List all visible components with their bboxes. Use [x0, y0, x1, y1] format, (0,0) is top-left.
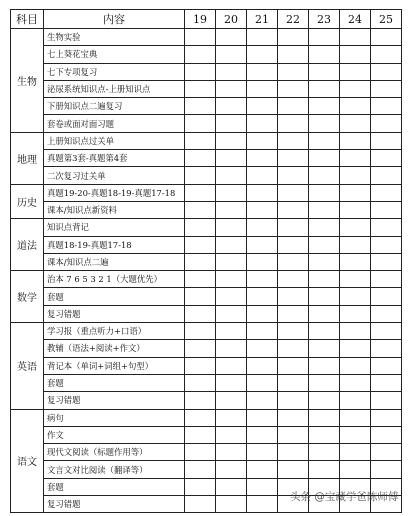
table-row [11, 63, 402, 80]
day-check-cell[interactable] [185, 167, 216, 184]
day-check-cell[interactable] [216, 288, 247, 305]
table-row [11, 357, 402, 374]
day-check-cell[interactable] [247, 288, 278, 305]
task-item: 文言文对比阅读（翻译等） [44, 461, 185, 478]
day-check-cell[interactable] [340, 323, 371, 340]
day-check-cell[interactable] [185, 201, 216, 218]
table-row [11, 184, 402, 201]
day-check-cell[interactable] [278, 150, 309, 167]
task-item: 课本/知识点二遍 [44, 253, 185, 270]
day-check-cell[interactable] [216, 63, 247, 80]
day-check-cell[interactable] [340, 201, 371, 218]
day-check-cell[interactable] [216, 253, 247, 270]
day-check-cell[interactable] [371, 288, 402, 305]
day-check-cell[interactable] [309, 98, 340, 115]
day-check-cell[interactable] [185, 46, 216, 63]
day-check-cell[interactable] [309, 132, 340, 149]
day-check-cell[interactable] [371, 444, 402, 461]
table-row [11, 201, 402, 218]
day-check-cell[interactable] [216, 444, 247, 461]
day-check-cell[interactable] [340, 288, 371, 305]
header-day: 24 [340, 10, 371, 29]
day-check-cell[interactable] [371, 340, 402, 357]
day-check-cell[interactable] [185, 444, 216, 461]
day-check-cell[interactable] [247, 150, 278, 167]
day-check-cell[interactable] [216, 132, 247, 149]
day-check-cell[interactable] [247, 201, 278, 218]
day-check-cell[interactable] [247, 374, 278, 391]
day-check-cell[interactable] [340, 150, 371, 167]
day-check-cell[interactable] [309, 63, 340, 80]
day-check-cell[interactable] [278, 219, 309, 236]
day-check-cell[interactable] [278, 409, 309, 426]
day-check-cell[interactable] [309, 201, 340, 218]
task-item: 复习错题 [44, 496, 185, 513]
day-check-cell[interactable] [340, 253, 371, 270]
day-check-cell[interactable] [216, 461, 247, 478]
task-item: 二次复习过关单 [44, 167, 185, 184]
task-item: 治本 7 6 5 3 2 1（大题优先） [44, 271, 185, 288]
day-check-cell[interactable] [216, 150, 247, 167]
task-item: 七下专项复习 [44, 63, 185, 80]
table-row [11, 236, 402, 253]
day-check-cell[interactable] [371, 184, 402, 201]
day-check-cell[interactable] [309, 167, 340, 184]
day-check-cell[interactable] [216, 409, 247, 426]
table-row [11, 150, 402, 167]
task-item: 现代文阅读（标题作用等） [44, 444, 185, 461]
day-check-cell[interactable] [278, 340, 309, 357]
day-check-cell[interactable] [185, 63, 216, 80]
task-item: 套题 [44, 288, 185, 305]
day-check-cell[interactable] [278, 115, 309, 132]
header-day: 19 [185, 10, 216, 29]
day-check-cell[interactable] [247, 29, 278, 46]
task-item: 泌尿系统知识点-上册知识点 [44, 80, 185, 97]
day-check-cell[interactable] [309, 115, 340, 132]
day-check-cell[interactable] [247, 409, 278, 426]
day-check-cell[interactable] [340, 29, 371, 46]
day-check-cell[interactable] [216, 201, 247, 218]
header-day: 21 [247, 10, 278, 29]
table-row [11, 374, 402, 391]
task-item: 套卷或面对面习题 [44, 115, 185, 132]
day-check-cell[interactable] [340, 409, 371, 426]
day-check-cell[interactable] [185, 426, 216, 443]
subject-name: 数学 [11, 271, 44, 323]
day-check-cell[interactable] [309, 271, 340, 288]
day-check-cell[interactable] [247, 478, 278, 495]
table-row [11, 461, 402, 478]
day-check-cell[interactable] [371, 80, 402, 97]
day-check-cell[interactable] [309, 80, 340, 97]
day-check-cell[interactable] [309, 29, 340, 46]
day-check-cell[interactable] [371, 323, 402, 340]
day-check-cell[interactable] [340, 444, 371, 461]
day-check-cell[interactable] [185, 461, 216, 478]
day-check-cell[interactable] [185, 219, 216, 236]
day-check-cell[interactable] [216, 305, 247, 322]
day-check-cell[interactable] [278, 323, 309, 340]
day-check-cell[interactable] [185, 392, 216, 409]
day-check-cell[interactable] [309, 236, 340, 253]
day-check-cell[interactable] [216, 115, 247, 132]
task-item: 真题第3套-真题第4套 [44, 150, 185, 167]
day-check-cell[interactable] [278, 46, 309, 63]
day-check-cell[interactable] [309, 150, 340, 167]
day-check-cell[interactable] [371, 219, 402, 236]
day-check-cell[interactable] [216, 271, 247, 288]
day-check-cell[interactable] [216, 98, 247, 115]
task-item: 学习报（重点听力+口语） [44, 323, 185, 340]
table-row [11, 219, 402, 236]
day-check-cell[interactable] [185, 288, 216, 305]
day-check-cell[interactable] [247, 132, 278, 149]
day-check-cell[interactable] [309, 288, 340, 305]
day-check-cell[interactable] [309, 323, 340, 340]
day-check-cell[interactable] [185, 150, 216, 167]
table-row [11, 271, 402, 288]
day-check-cell[interactable] [216, 29, 247, 46]
day-check-cell[interactable] [340, 305, 371, 322]
task-item: 复习错题 [44, 392, 185, 409]
day-check-cell[interactable] [278, 288, 309, 305]
day-check-cell[interactable] [309, 392, 340, 409]
day-check-cell[interactable] [309, 426, 340, 443]
table-row [11, 444, 402, 461]
day-check-cell[interactable] [278, 63, 309, 80]
day-check-cell[interactable] [216, 80, 247, 97]
header-row [11, 10, 402, 29]
day-check-cell[interactable] [278, 184, 309, 201]
day-check-cell[interactable] [371, 253, 402, 270]
day-check-cell[interactable] [278, 444, 309, 461]
day-check-cell[interactable] [216, 323, 247, 340]
task-item: 真题18-19-真题17-18 [44, 236, 185, 253]
day-check-cell[interactable] [278, 461, 309, 478]
day-check-cell[interactable] [185, 253, 216, 270]
day-check-cell[interactable] [216, 426, 247, 443]
day-check-cell[interactable] [185, 29, 216, 46]
task-item: 套题 [44, 374, 185, 391]
day-check-cell[interactable] [185, 323, 216, 340]
day-check-cell[interactable] [309, 409, 340, 426]
day-check-cell[interactable] [247, 115, 278, 132]
day-check-cell[interactable] [371, 201, 402, 218]
day-check-cell[interactable] [185, 357, 216, 374]
day-check-cell[interactable] [247, 461, 278, 478]
day-check-cell[interactable] [278, 80, 309, 97]
day-check-cell[interactable] [340, 98, 371, 115]
subject-name: 历史 [11, 184, 44, 219]
table-row [11, 115, 402, 132]
subject-name: 英语 [11, 323, 44, 409]
task-item: 下册知识点二遍复习 [44, 98, 185, 115]
task-item: 知识点背记 [44, 219, 185, 236]
table-row [11, 340, 402, 357]
table-row [11, 305, 402, 322]
day-check-cell[interactable] [185, 305, 216, 322]
day-check-cell[interactable] [247, 80, 278, 97]
day-check-cell[interactable] [309, 46, 340, 63]
day-check-cell[interactable] [371, 271, 402, 288]
day-check-cell[interactable] [247, 63, 278, 80]
day-check-cell[interactable] [309, 374, 340, 391]
subject-name: 地理 [11, 132, 44, 184]
task-item: 七上葵花宝典 [44, 46, 185, 63]
day-check-cell[interactable] [309, 461, 340, 478]
day-check-cell[interactable] [278, 271, 309, 288]
day-check-cell[interactable] [371, 132, 402, 149]
day-check-cell[interactable] [371, 374, 402, 391]
table-row [11, 323, 402, 340]
day-check-cell[interactable] [185, 184, 216, 201]
day-check-cell[interactable] [309, 253, 340, 270]
task-item: 生物实验 [44, 29, 185, 46]
day-check-cell[interactable] [247, 392, 278, 409]
day-check-cell[interactable] [340, 80, 371, 97]
day-check-cell[interactable] [185, 80, 216, 97]
day-check-cell[interactable] [247, 184, 278, 201]
subject-name: 语文 [11, 409, 44, 513]
day-check-cell[interactable] [371, 150, 402, 167]
table-row [11, 167, 402, 184]
day-check-cell[interactable] [247, 98, 278, 115]
table-row [11, 426, 402, 443]
header-subject: 科目 [11, 10, 44, 29]
day-check-cell[interactable] [278, 236, 309, 253]
table-row [11, 253, 402, 270]
day-check-cell[interactable] [371, 426, 402, 443]
day-check-cell[interactable] [185, 340, 216, 357]
day-check-cell[interactable] [309, 340, 340, 357]
day-check-cell[interactable] [309, 444, 340, 461]
day-check-cell[interactable] [185, 478, 216, 495]
day-check-cell[interactable] [371, 115, 402, 132]
day-check-cell[interactable] [371, 409, 402, 426]
day-check-cell[interactable] [371, 29, 402, 46]
day-check-cell[interactable] [216, 340, 247, 357]
day-check-cell[interactable] [278, 98, 309, 115]
day-check-cell[interactable] [185, 496, 216, 513]
day-check-cell[interactable] [185, 374, 216, 391]
table-row [11, 29, 402, 46]
day-check-cell[interactable] [309, 357, 340, 374]
day-check-cell[interactable] [371, 98, 402, 115]
task-item: 病句 [44, 409, 185, 426]
day-check-cell[interactable] [278, 167, 309, 184]
day-check-cell[interactable] [216, 478, 247, 495]
day-check-cell[interactable] [371, 236, 402, 253]
table-row [11, 80, 402, 97]
day-check-cell[interactable] [278, 392, 309, 409]
day-check-cell[interactable] [371, 63, 402, 80]
table-row [11, 288, 402, 305]
day-check-cell[interactable] [247, 236, 278, 253]
task-item: 套题 [44, 478, 185, 495]
day-check-cell[interactable] [247, 167, 278, 184]
day-check-cell[interactable] [216, 219, 247, 236]
day-check-cell[interactable] [216, 167, 247, 184]
day-check-cell[interactable] [340, 461, 371, 478]
day-check-cell[interactable] [247, 271, 278, 288]
day-check-cell[interactable] [247, 444, 278, 461]
table-row [11, 392, 402, 409]
day-check-cell[interactable] [278, 305, 309, 322]
task-item: 教辅（语法+阅读+作文） [44, 340, 185, 357]
day-check-cell[interactable] [247, 305, 278, 322]
day-check-cell[interactable] [247, 46, 278, 63]
day-check-cell[interactable] [185, 236, 216, 253]
table-row [11, 98, 402, 115]
day-check-cell[interactable] [340, 63, 371, 80]
day-check-cell[interactable] [371, 392, 402, 409]
day-check-cell[interactable] [340, 374, 371, 391]
day-check-cell[interactable] [247, 323, 278, 340]
day-check-cell[interactable] [247, 219, 278, 236]
task-item: 上册知识点过关单 [44, 132, 185, 149]
watermark: 头条 @宝藏学爸陈师傅 [290, 491, 399, 503]
day-check-cell[interactable] [340, 340, 371, 357]
day-check-cell[interactable] [371, 461, 402, 478]
day-check-cell[interactable] [278, 357, 309, 374]
day-check-cell[interactable] [185, 271, 216, 288]
day-check-cell[interactable] [247, 426, 278, 443]
day-check-cell[interactable] [340, 392, 371, 409]
day-check-cell[interactable] [216, 374, 247, 391]
table-row [11, 46, 402, 63]
subject-name: 生物 [11, 29, 44, 133]
task-item: 作文 [44, 426, 185, 443]
day-check-cell[interactable] [278, 426, 309, 443]
day-check-cell[interactable] [371, 305, 402, 322]
day-check-cell[interactable] [340, 357, 371, 374]
day-check-cell[interactable] [216, 357, 247, 374]
day-check-cell[interactable] [340, 46, 371, 63]
day-check-cell[interactable] [185, 409, 216, 426]
day-check-cell[interactable] [216, 184, 247, 201]
day-check-cell[interactable] [309, 219, 340, 236]
header-day: 25 [371, 10, 402, 29]
day-check-cell[interactable] [216, 496, 247, 513]
day-check-cell[interactable] [309, 184, 340, 201]
task-item: 课本/知识点新资料 [44, 201, 185, 218]
day-check-cell[interactable] [371, 357, 402, 374]
subject-name: 道法 [11, 219, 44, 271]
day-check-cell[interactable] [185, 115, 216, 132]
header-day: 23 [309, 10, 340, 29]
day-check-cell[interactable] [216, 46, 247, 63]
task-item: 复习错题 [44, 305, 185, 322]
header-day: 20 [216, 10, 247, 29]
day-check-cell[interactable] [216, 392, 247, 409]
day-check-cell[interactable] [247, 357, 278, 374]
day-check-cell[interactable] [340, 426, 371, 443]
day-check-cell[interactable] [247, 253, 278, 270]
table-row [11, 132, 402, 149]
day-check-cell[interactable] [340, 271, 371, 288]
day-check-cell[interactable] [340, 236, 371, 253]
day-check-cell[interactable] [278, 374, 309, 391]
day-check-cell[interactable] [340, 132, 371, 149]
day-check-cell[interactable] [247, 340, 278, 357]
table-body [11, 29, 402, 513]
study-plan-table [10, 9, 402, 513]
day-check-cell[interactable] [340, 115, 371, 132]
day-check-cell[interactable] [371, 46, 402, 63]
day-check-cell[interactable] [340, 184, 371, 201]
day-check-cell[interactable] [185, 98, 216, 115]
day-check-cell[interactable] [340, 167, 371, 184]
day-check-cell[interactable] [247, 496, 278, 513]
day-check-cell[interactable] [278, 132, 309, 149]
header-day: 22 [278, 10, 309, 29]
table-row [11, 409, 402, 426]
day-check-cell[interactable] [371, 167, 402, 184]
day-check-cell[interactable] [278, 29, 309, 46]
day-check-cell[interactable] [309, 305, 340, 322]
header-content: 内容 [44, 10, 185, 29]
day-check-cell[interactable] [278, 253, 309, 270]
task-item: 背记本（单词+词组+句型） [44, 357, 185, 374]
day-check-cell[interactable] [216, 236, 247, 253]
day-check-cell[interactable] [278, 201, 309, 218]
day-check-cell[interactable] [340, 219, 371, 236]
day-check-cell[interactable] [185, 132, 216, 149]
task-item: 真题19-20-真题18-19-真题17-18 [44, 184, 185, 201]
